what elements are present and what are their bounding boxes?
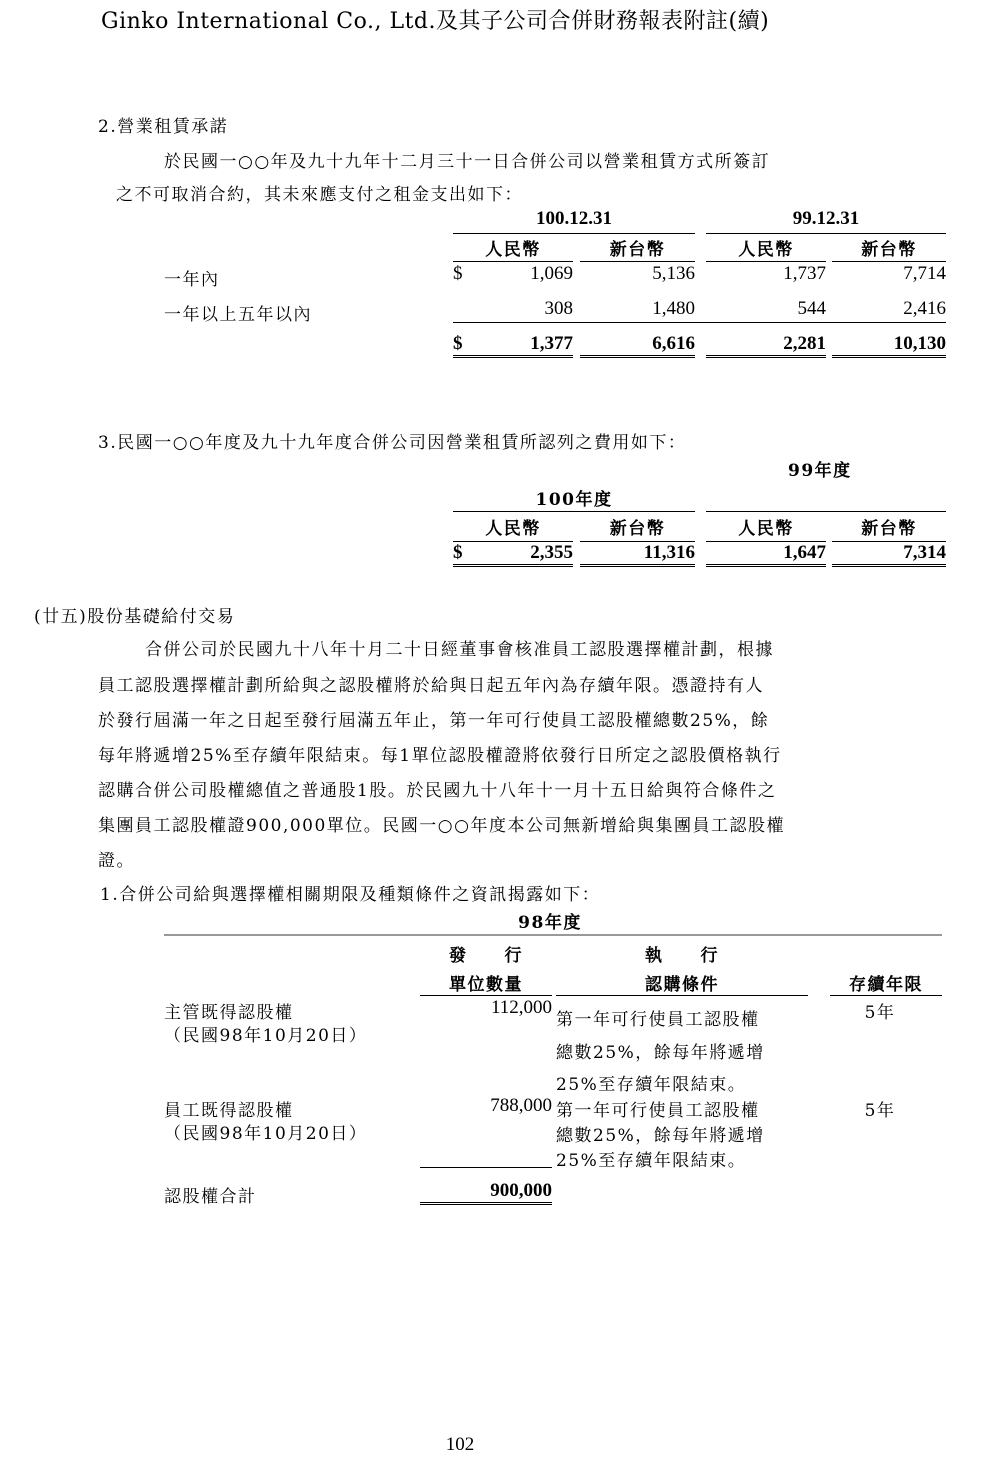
section-25-paragraph-line: 合併公司於民國九十八年十月二十日經董事會核准員工認股選擇權計劃，根據 <box>145 640 774 660</box>
expense-year-99: 99年度 <box>788 461 852 481</box>
expense-col-rmb-99: 人民幣 <box>738 519 794 539</box>
section-25-heading: (廿五)股份基礎給付交易 <box>34 607 236 627</box>
page-title: Ginko International Co., Ltd.及其子公司合併財務報表附註(續) <box>101 9 770 34</box>
option-condition-line: 總數25%，餘每年將遞增 <box>556 1043 765 1063</box>
option-condition-line: 第一年可行使員工認股權 <box>556 1010 760 1030</box>
option-row-label: 主管既得認股權 <box>164 1003 294 1023</box>
currency-symbol: $ <box>453 263 463 284</box>
lease-cell: 7,714 <box>903 263 946 284</box>
expense-col-twd-100: 新台幣 <box>609 519 666 539</box>
rule-option-col-1 <box>420 995 552 996</box>
expense-year-100: 100年度 <box>535 490 613 510</box>
option-row-date: （民國98年10月20日） <box>164 1026 368 1046</box>
option-condition-line: 25%至存續年限結束。 <box>556 1151 747 1171</box>
option-col-issue-bottom: 單位數量 <box>449 975 523 995</box>
option-row-label: 員工既得認股權 <box>164 1101 294 1121</box>
lease-cell: 1,480 <box>652 298 695 319</box>
option-col-life: 存續年限 <box>849 975 923 995</box>
rule-expense-year-99 <box>706 511 946 512</box>
section-3-heading: 3.民國一○○年度及九十九年度合併公司因營業租賃所認列之費用如下： <box>98 433 687 453</box>
section-25-paragraph-line: 集團員工認股權證900,000單位。民國一○○年度本公司無新增給與集團員工認股權 <box>98 816 785 836</box>
lease-total-cell: 6,616 <box>652 333 695 354</box>
lease-cell: 1,737 <box>783 263 826 284</box>
rule-expense-total-1 <box>453 564 573 567</box>
lease-cell: 1,069 <box>530 263 573 284</box>
section-25-paragraph-line: 員工認股選擇權計劃所給與之認股權將於給與日起五年內為存續年限。憑證持有人 <box>98 676 764 696</box>
option-life: 5年 <box>864 1003 896 1023</box>
option-total-qty: 900,000 <box>490 1180 552 1201</box>
section-25-paragraph-line: 於發行屆滿一年之日起至發行屆滿五年止，第一年可行使員工認股權總數25%，餘 <box>98 711 770 731</box>
option-row-date: （民國98年10月20日） <box>164 1124 368 1144</box>
rule-lease-subtotal <box>453 322 946 323</box>
lease-row-label: 一年內 <box>164 270 220 290</box>
section-2-paragraph-line-1: 於民國一○○年及九十九年十二月三十一日合併公司以營業租賃方式所簽訂 <box>164 152 771 172</box>
option-col-exercise-top: 執 行 <box>645 946 719 966</box>
lease-col-rmb-100: 人民幣 <box>485 240 541 260</box>
rule-option-col-2 <box>556 995 808 996</box>
currency-symbol: $ <box>453 333 463 354</box>
lease-total-cell: 2,281 <box>783 333 826 354</box>
rule-option-col-3 <box>830 995 942 996</box>
expense-cell: 1,647 <box>783 542 826 563</box>
rule-lease-total-1 <box>453 355 573 358</box>
option-qty: 112,000 <box>490 997 552 1018</box>
option-condition-line: 第一年可行使員工認股權 <box>556 1101 760 1121</box>
rule-expense-total-4 <box>832 564 946 567</box>
expense-cell: 11,316 <box>643 542 695 563</box>
lease-date-header-100: 100.12.31 <box>536 208 612 229</box>
section-25-paragraph-line: 每年將遞增25%至存續年限結束。每1單位認股權證將依發行日所定之認股價格執行 <box>98 746 782 766</box>
rule-expense-total-3 <box>706 564 826 567</box>
rule-option-subtotal <box>420 1167 552 1168</box>
rule-lease-col-1 <box>453 261 573 262</box>
subsection-1-heading: 1.合併公司給與選擇權相關期限及種類條件之資訊揭露如下： <box>100 885 601 905</box>
expense-cell: 7,314 <box>903 542 946 563</box>
rule-expense-total-2 <box>580 564 695 567</box>
option-year: 98年度 <box>518 913 582 933</box>
lease-cell: 308 <box>544 298 573 319</box>
expense-cell: 2,355 <box>530 542 573 563</box>
rule-lease-col-3 <box>706 261 826 262</box>
lease-cell: 2,416 <box>903 298 946 319</box>
currency-symbol: $ <box>453 542 463 563</box>
rule-lease-total-3 <box>706 355 826 358</box>
lease-cell: 544 <box>797 298 826 319</box>
lease-total-cell: 10,130 <box>893 333 946 354</box>
section-25-paragraph-line: 證。 <box>98 851 135 871</box>
rule-option-top <box>164 934 942 936</box>
section-25-paragraph-line: 認購合併公司股權總值之普通股1股。於民國九十八年十一月十五日給與符合條件之 <box>98 781 777 801</box>
option-col-exercise-bottom: 認購條件 <box>645 975 719 995</box>
rule-lease-col-2 <box>580 261 695 262</box>
rule-lease-date-100 <box>453 233 695 234</box>
page-number: 102 <box>445 1434 475 1455</box>
lease-col-rmb-99: 人民幣 <box>738 240 794 260</box>
rule-lease-total-4 <box>832 355 946 358</box>
rule-lease-total-2 <box>580 355 695 358</box>
option-col-issue-top: 發 行 <box>449 946 523 966</box>
section-2-heading: 2.營業租賃承諾 <box>98 117 229 137</box>
rule-lease-col-4 <box>832 261 946 262</box>
option-condition-line: 總數25%，餘每年將遞增 <box>556 1126 765 1146</box>
expense-col-twd-99: 新台幣 <box>861 519 917 539</box>
lease-cell: 5,136 <box>652 263 695 284</box>
rule-lease-date-99 <box>706 233 946 234</box>
rule-option-total <box>420 1202 552 1205</box>
lease-date-header-99: 99.12.31 <box>792 208 860 229</box>
expense-col-rmb-100: 人民幣 <box>485 519 541 539</box>
lease-col-twd-99: 新台幣 <box>861 240 917 260</box>
lease-row-label: 一年以上五年以內 <box>164 305 312 325</box>
section-2-paragraph-line-2: 之不可取消合約，其未來應支付之租金支出如下： <box>116 185 523 205</box>
lease-col-twd-100: 新台幣 <box>609 240 666 260</box>
option-qty: 788,000 <box>490 1095 552 1116</box>
option-condition-line: 25%至存續年限結束。 <box>556 1075 747 1095</box>
option-total-label: 認股權合計 <box>164 1187 257 1207</box>
option-life: 5年 <box>864 1101 896 1121</box>
rule-expense-year-100 <box>453 511 695 512</box>
lease-total-cell: 1,377 <box>530 333 573 354</box>
